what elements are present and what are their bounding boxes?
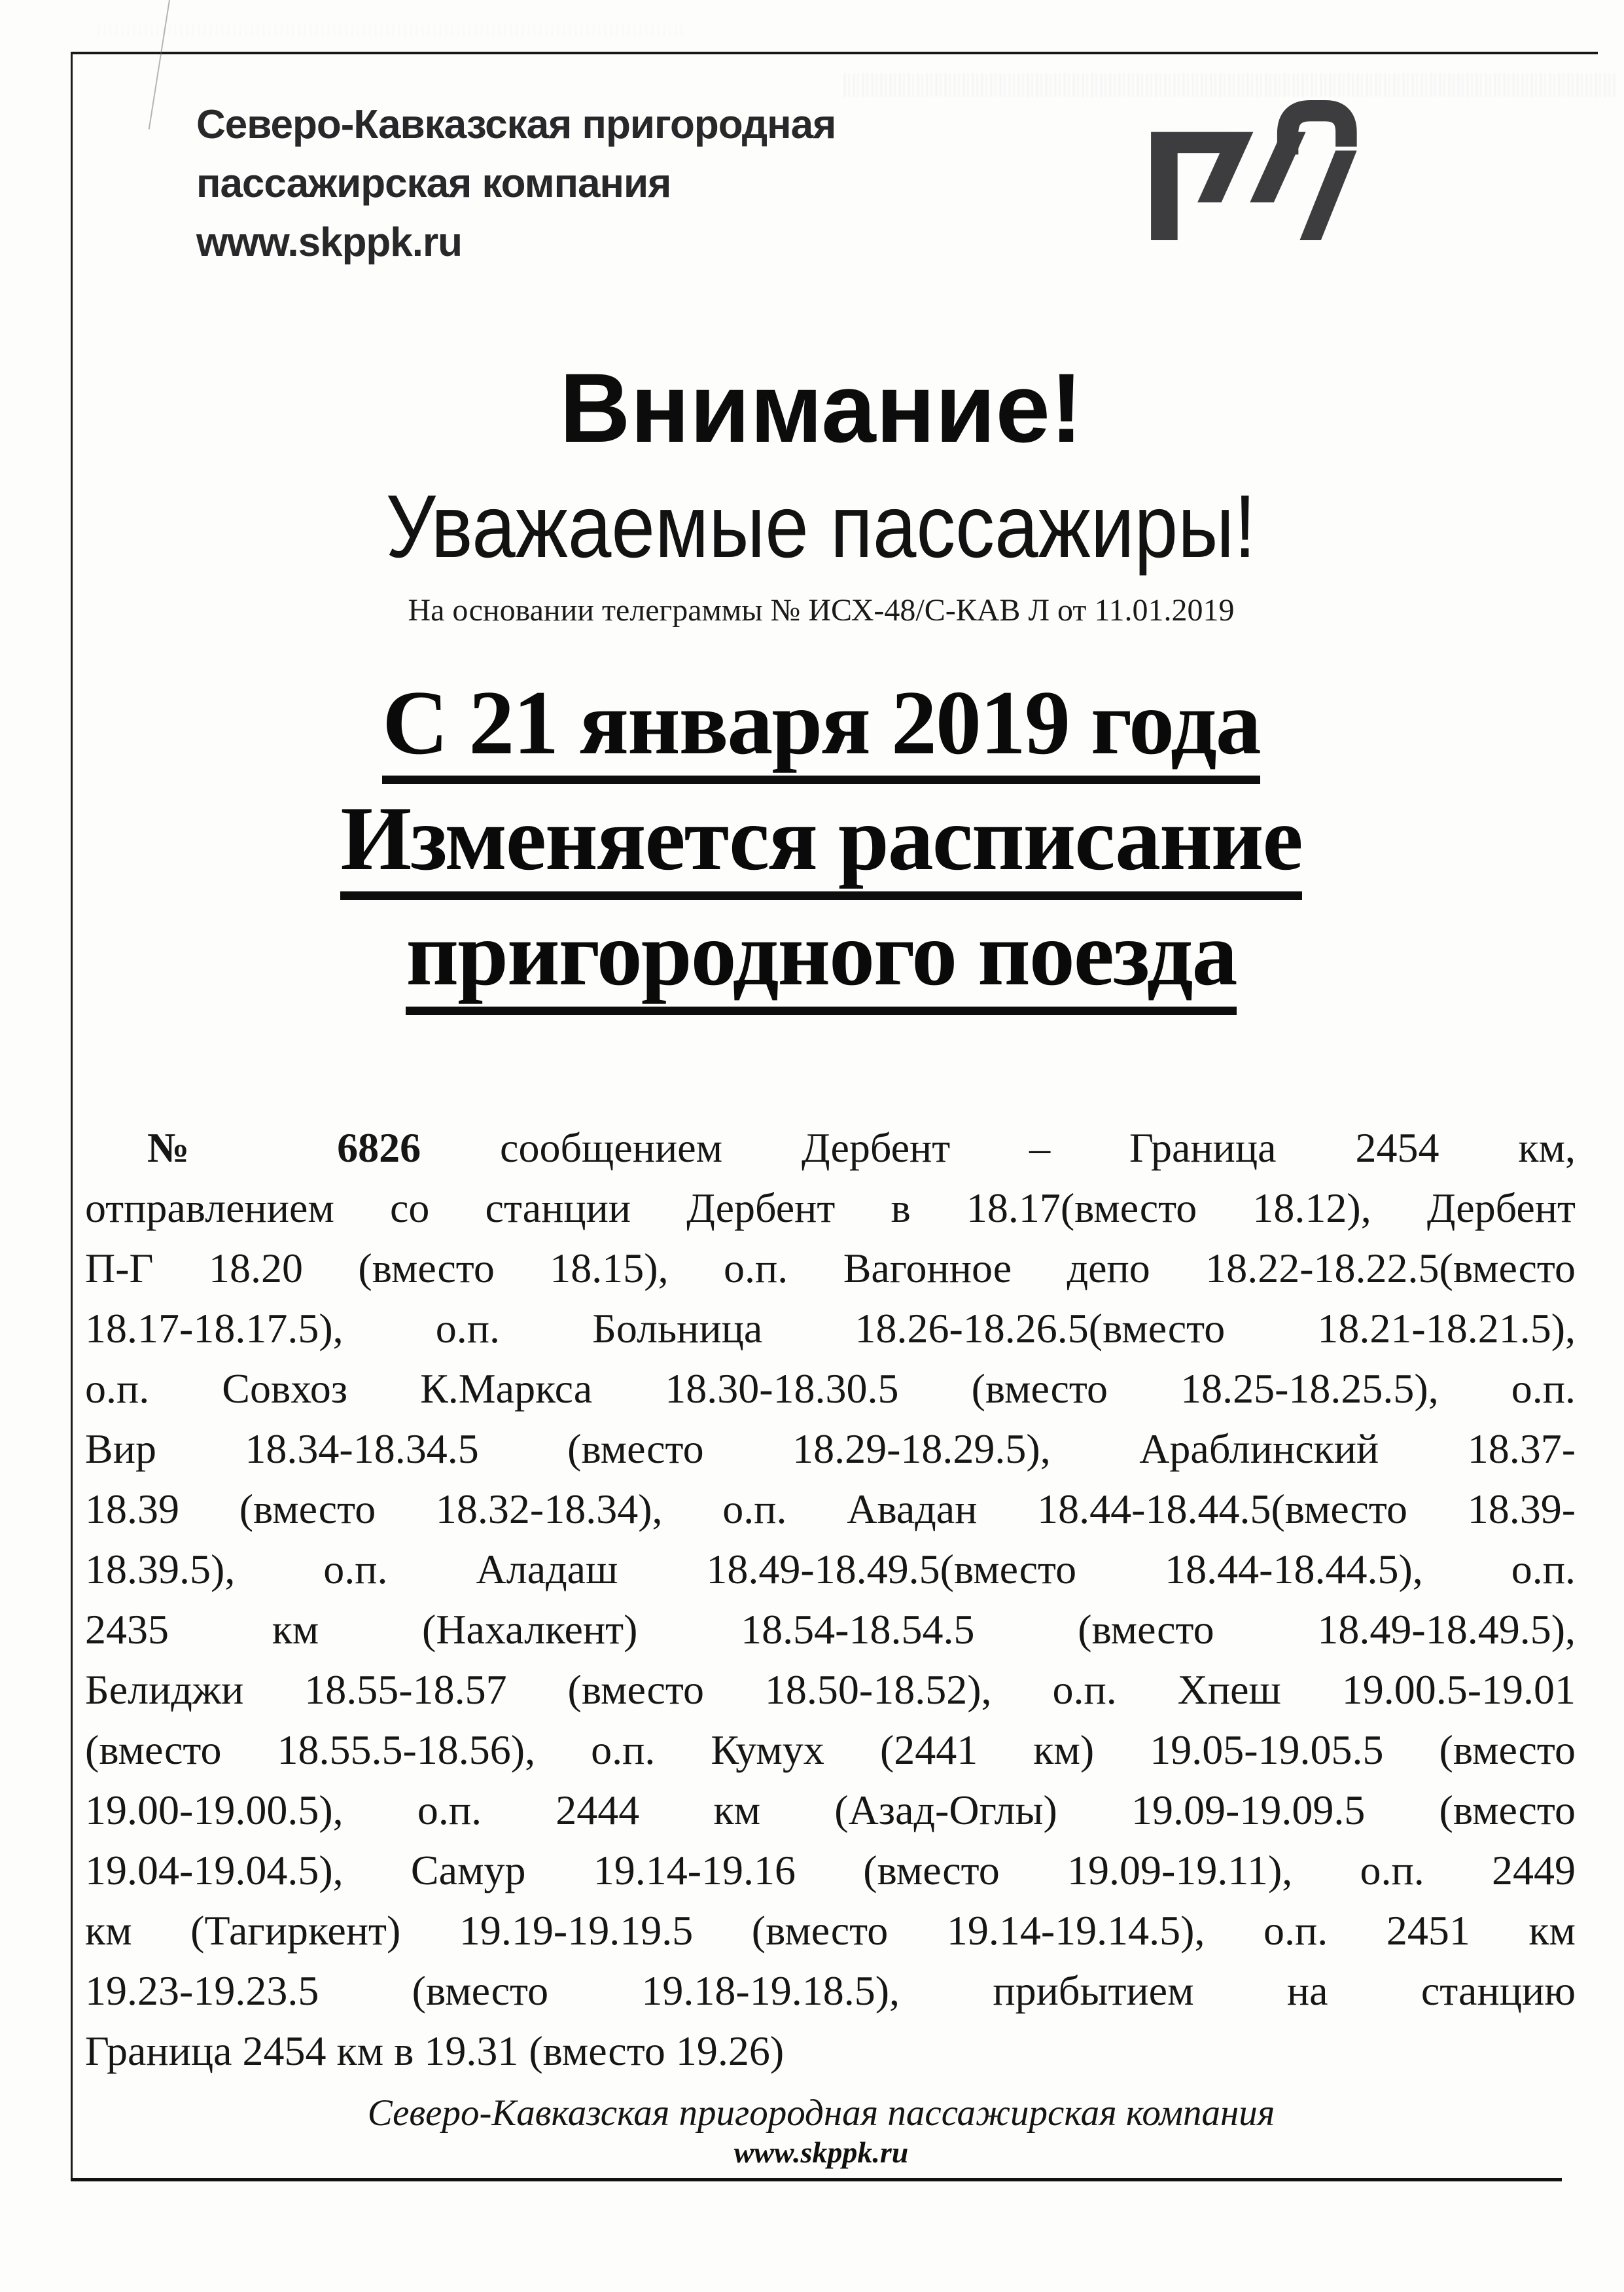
rzd-logo-icon (1147, 90, 1373, 254)
body-line: о.п. Совхоз К.Маркса 18.30-18.30.5 (вместо 18.25-18.25.5), о.п. (85, 1365, 1576, 1412)
scan-noise-band-2 (98, 25, 687, 37)
body-line: П-Г 18.20 (вместо 18.15), о.п. Вагонное депо 18.22-18.22.5(вместо (85, 1245, 1576, 1291)
headline-line-1 (72, 672, 1570, 784)
body-line: 19.00-19.00.5), о.п. 2444 км (Азад-Оглы) 19.09-19.09.5 (вместо (85, 1787, 1576, 1833)
salutation-heading (72, 476, 1570, 576)
footer-company-name: Северо-Кавказская пригородная пассажирская компания (367, 2092, 1275, 2134)
schedule-change-paragraph (85, 1118, 1576, 2081)
body-line: 19.04-19.04.5), Самур 19.14-19.16 (вместо 19.09-19.11), о.п. 2449 (85, 1847, 1576, 1893)
footer-website: www.skppk.ru (733, 2136, 909, 2169)
scan-scratch-artifact (149, 0, 170, 130)
body-line-text: сообщением Дербент – Граница 2454 км, (421, 1124, 1576, 1171)
company-website: www.skppk.ru (196, 220, 463, 265)
attention-heading: Внимание! (559, 353, 1083, 463)
headline-line-3-text: пригородного поезда (406, 908, 1236, 1015)
body-line: Белиджи 18.55-18.57 (вместо 18.50-18.52), о.п. Хпеш 19.00.5-19.01 (85, 1666, 1576, 1713)
company-name-line1: Северо-Кавказская пригородная (196, 102, 836, 147)
body-line: км (Тагиркент) 19.19-19.19.5 (вместо 19.14-19.14.5), о.п. 2451 км (85, 1907, 1576, 1954)
body-line: 18.17-18.17.5), о.п. Больница 18.26-18.26.5(вместо 18.21-18.21.5), (85, 1305, 1576, 1352)
company-name-line2: пассажирская компания (196, 161, 671, 206)
body-line: Граница 2454 км в 19.31 (вместо 19.26) (85, 2028, 785, 2074)
body-line: 2435 км (Нахалкент) 18.54-18.54.5 (вместо 18.49-18.49.5), (85, 1606, 1576, 1653)
body-line: отправлением со станции Дербент в 18.17(вместо 18.12), Дербент (85, 1185, 1576, 1231)
headline-line-3 (72, 903, 1570, 1015)
salutation-text: Уважаемые пассажиры! (386, 476, 1256, 576)
body-line: 18.39.5), о.п. Аладаш 18.49-18.49.5(вместо 18.44-18.44.5), о.п. (85, 1546, 1576, 1592)
body-line: 18.39 (вместо 18.32-18.34), о.п. Авадан 18.44-18.44.5(вместо 18.39- (85, 1486, 1576, 1532)
headline-line-2-text: Изменяется расписание (340, 793, 1301, 900)
train-number-label: № 6826 (147, 1124, 421, 1171)
telegram-basis-line: На основании телеграммы № ИСХ-48/С-КАВ Л от 11.01.2019 (408, 593, 1235, 628)
headline-line-1-text: С 21 января 2019 года (382, 677, 1260, 784)
frame-border-top (71, 52, 1598, 54)
body-line (85, 1118, 1576, 1178)
company-header (196, 96, 836, 272)
body-line: (вместо 18.55.5-18.56), о.п. Кумух (2441 км) 19.05-19.05.5 (вместо (85, 1727, 1576, 1773)
body-line: Вир 18.34-18.34.5 (вместо 18.29-18.29.5), Араблинский 18.37- (85, 1425, 1576, 1472)
frame-border-bottom (71, 2178, 1562, 2181)
headline-line-2 (72, 788, 1570, 900)
body-line: 19.23-19.23.5 (вместо 19.18-19.18.5), прибытием на станцию (85, 1967, 1576, 2014)
